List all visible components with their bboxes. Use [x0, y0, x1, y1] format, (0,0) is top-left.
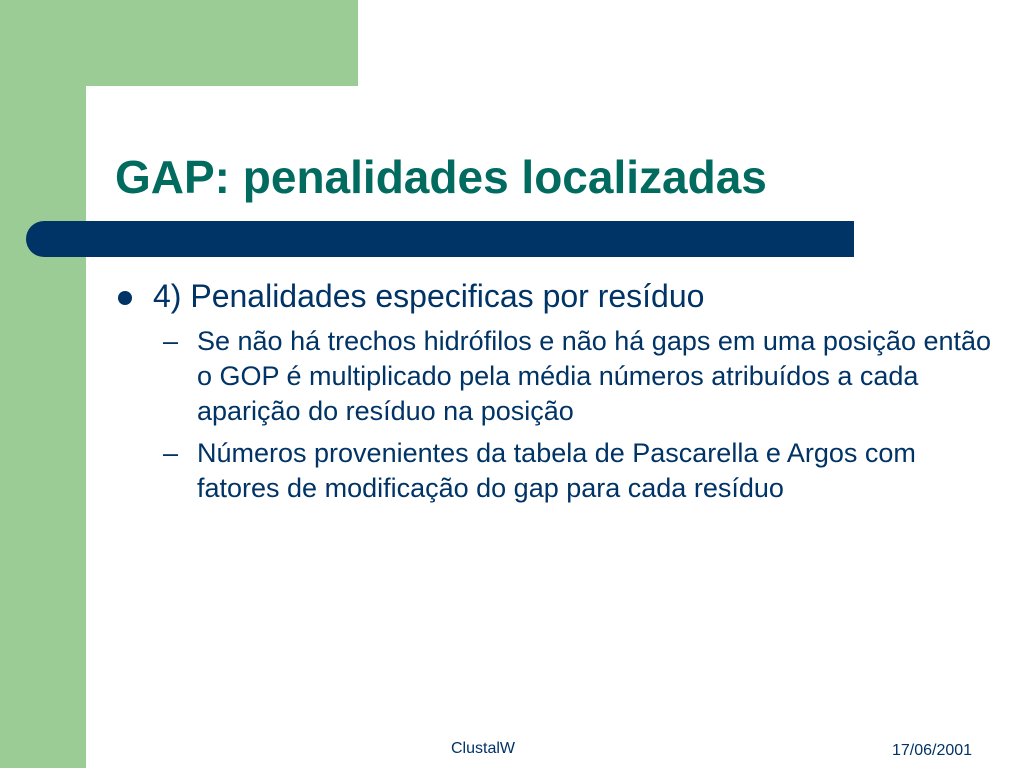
bullet-dot-icon — [118, 291, 132, 305]
footer-date: 17/06/2001 — [892, 742, 973, 759]
sub-bullet-item — [115, 324, 1005, 429]
slide-body — [115, 276, 1005, 513]
sub-bullet-list — [115, 324, 1005, 506]
sub-bullet-text: Números provenientes da tabela de Pascarella e Argos com fatores de modificação do gap para cada resíduo — [197, 438, 916, 503]
slide-title: GAP: penalidades localizadas — [115, 151, 767, 203]
sub-bullet-item — [115, 436, 1005, 506]
dash-marker: – — [163, 438, 179, 468]
title-underline-bar — [26, 221, 854, 257]
footer-title: ClustalW — [451, 740, 516, 757]
bullet-item — [115, 276, 1005, 316]
sub-bullet-text: Se não há trechos hidrófilos e não há gaps em uma posição então o GOP é multiplicado pela média números atribuídos a cada aparição do resíduo na posição — [197, 326, 992, 426]
dash-marker: – — [163, 326, 179, 356]
bullet-text: 4) Penalidades especificas por resíduo — [153, 278, 705, 314]
green-left-band — [0, 0, 86, 768]
green-top-band — [0, 0, 358, 86]
